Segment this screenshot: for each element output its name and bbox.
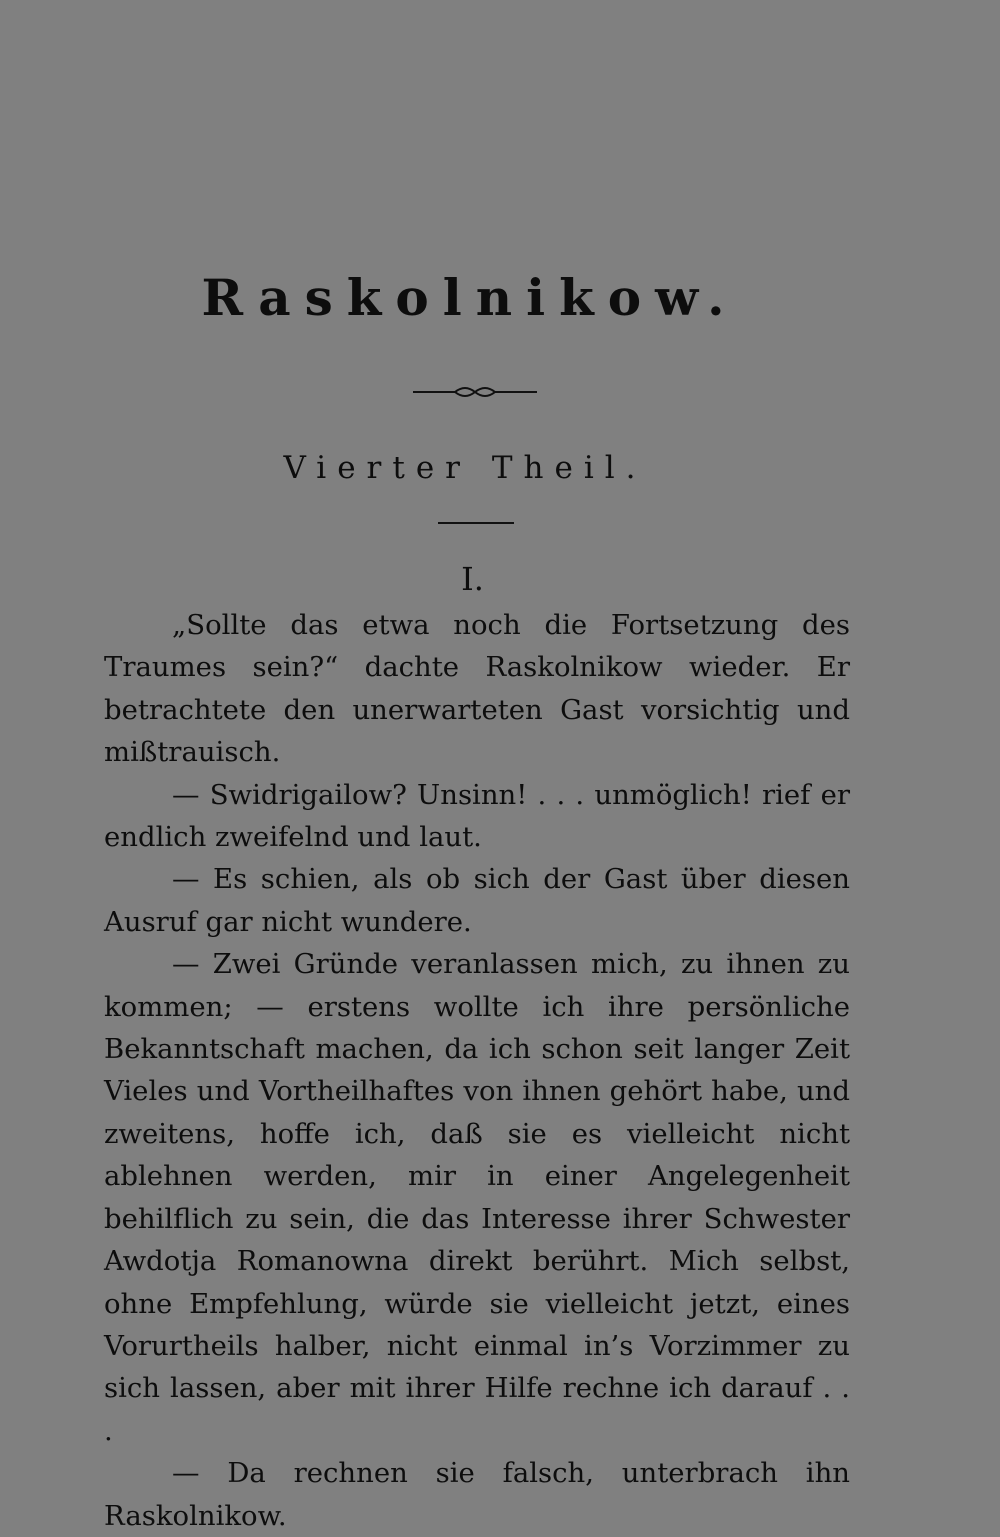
book-title: Raskolnikow.	[201, 268, 739, 327]
paragraph: — Es schien, als ob sich der Gast über diesen Ausruf gar nicht wundere.	[104, 863, 850, 938]
paragraph: — Zwei Gründe veranlassen mich, zu ihnen zu kommen; — erstens wollte ich ihre persönliche Bekanntschaft machen, da ich schon seit langer Zeit Vieles und Vortheilhaftes von ihnen gehört habe, und zweitens, hoffe ich, daß sie es vielleicht nicht ablehnen werden, mir in einer Angelegenheit behilflich zu sein, die das Interesse ihrer Schwester Awdotja Romanowna direkt berührt. Mich selbst, ohne Empfehlung, würde sie vielleicht jetzt, eines Vorurtheils halber, nicht einmal in’s Vorzimmer zu sich lassen, aber mit ihrer Hilfe rechne ich darauf . . .	[104, 948, 850, 1447]
part-heading: Vierter Theil.	[283, 450, 647, 486]
chapter-number: I.	[461, 560, 484, 598]
paragraph: — Swidrigailow? Unsinn! . . . unmöglich! rief er endlich zweifelnd und laut.	[104, 778, 850, 854]
short-rule-divider	[438, 522, 514, 524]
body-text	[104, 604, 850, 1537]
paragraph: — Da rechnen sie falsch, unterbrach ihn Raskolnikow.	[104, 1457, 850, 1532]
ornament-divider	[413, 382, 537, 402]
paragraph: „Sollte das etwa noch die Fortsetzung des Traumes sein?“ dachte Raskolnikow wieder. Er betrachtete den unerwarteten Gast vorsichtig und mißtrauisch.	[104, 609, 850, 769]
